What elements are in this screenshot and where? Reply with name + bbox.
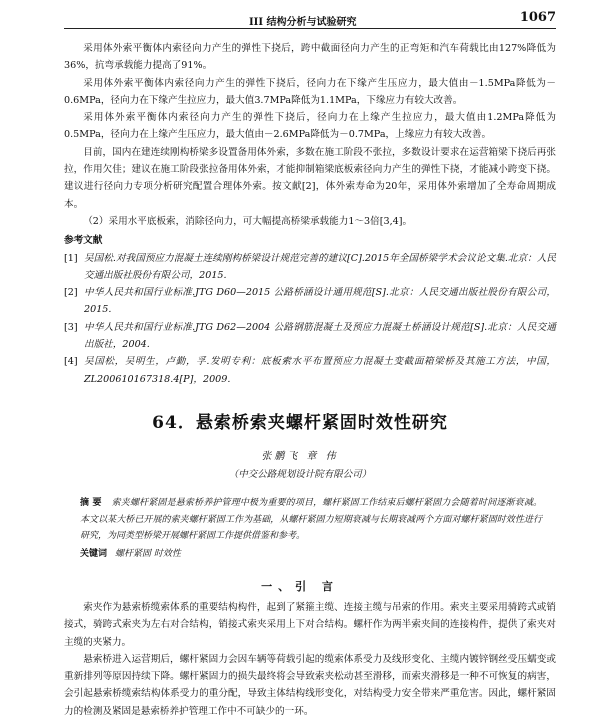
paragraph: 目前，国内在建连续刚构桥梁多设置备用体外索，多数在施工阶段不张拉，多数设计要求在运营箱梁下挠后再张拉，作用欠佳；建议在施工阶段张拉备用体外索，才能抑制箱梁底板索径向力产生的弹性下挠，才能减小跨变下挠。建议进行径向力专项分析研究配置合理体外索。按文献[2]，体外索寿命为20年，采用体外索增加了全寿命周期成本。	[64, 146, 556, 210]
reference-item	[64, 319, 556, 354]
running-header	[64, 6, 556, 29]
abstract-text: 索夹螺杆紧固是悬索桥养护管理中极为重要的项目，螺杆紧固工作结束后螺杆紧固力会随着时间逐渐衰减。本文以某大桥已开展的索夹螺杆紧固工作为基础，从螺杆紧固力短期衰减与长期衰减两个方面对螺杆紧固时效性进行研究，为同类型桥梁开展螺杆紧固工作提供借鉴和参考。	[80, 498, 542, 541]
keywords-text: 螺杆紧固 时效性	[115, 549, 181, 559]
reference-text: 中华人民共和国行业标准.JTG D62—2004 公路钢筋混凝土及预应力混凝土桥涵设计规范[S].北京：人民交通出版社，2004.	[84, 321, 556, 351]
paragraph: 采用体外索平衡体内索径向力产生的弹性下挠后，径向力在上缘产生拉应力，最大值由1.2MPa降低为0.5MPa，径向力在上缘产生压应力，最大值由－2.6MPa降低为－0.7MPa，上缘应力有较大改善。	[64, 112, 556, 141]
reference-number: [4]	[64, 356, 78, 368]
introduction-body	[64, 599, 556, 720]
references-heading: 参考文献	[64, 235, 103, 247]
reference-number: [3]	[64, 321, 78, 333]
reference-item	[64, 353, 556, 388]
article-affiliation: （中交公路规划设计院有限公司）	[228, 469, 372, 480]
paragraph: 采用体外索平衡体内索径向力产生的弹性下挠后，跨中截面径向力产生的正弯矩和汽车荷载比由127%降低为36%，抗弯承载能力提高了91%。	[64, 43, 556, 72]
section-heading: 一、引 言	[261, 580, 339, 593]
abstract-block	[80, 495, 542, 545]
article-authors: 张鹏飞 章 伟	[261, 451, 339, 462]
article-title: 64．悬索桥索夹螺杆紧固时效性研究	[152, 413, 448, 433]
previous-article-tail	[64, 40, 556, 388]
reference-item	[64, 250, 556, 285]
reference-text: 吴国松，吴明生，卢勤，孚.发明专利：底板索水平布置预应力混凝土变截面箱梁桥及其施工方法，中国，ZL200610167318.4[P]，2009.	[84, 356, 556, 385]
abstract-label: 摘 要	[80, 498, 102, 508]
reference-number: [1]	[64, 252, 78, 264]
keywords-label: 关键词	[80, 549, 108, 559]
reference-item	[64, 284, 556, 319]
reference-text: 中华人民共和国行业标准.JTG D60—2015 公路桥涵设计通用规范[S].北京：人民交通出版社股份有限公司，2015.	[84, 287, 556, 316]
reference-text: 吴国松.对我国预应力混凝土连续刚构桥梁设计规范完善的建议[C].2015年全国桥梁学术会议论文集.北京：人民交通出版社股份有限公司，2015.	[84, 252, 556, 281]
paragraph: 采用体外索平衡体内索径向力产生的弹性下挠后，径向力在下缘产生压应力，最大值由－1.5MPa降低为－0.6MPa，径向力在下缘产生拉应力，最大值3.7MPa降低为1.1MPa，下缘应力有较大改善。	[64, 77, 556, 106]
paragraph: （2）采用水平底板索，消除径向力，可大幅提高桥梁承载能力1～3倍[3,4]。	[83, 215, 413, 227]
paragraph: 索夹作为悬索桥缆索体系的重要结构构件，起到了紧箍主缆、连接主缆与吊索的作用。索夹主要采用骑跨式或销接式，骑跨式索夹为左右对合结构，销接式索夹采用上下对合结构。螺杆作为两半索夹间的连接构件，提供了索夹对主缆的夹紧力。	[64, 602, 556, 648]
keywords-block	[80, 546, 542, 559]
header-section: III 结构分析与试验研究	[249, 17, 357, 28]
page-number: 1067	[519, 10, 556, 25]
paragraph: 悬索桥进入运营期后，螺杆紧固力会因车辆等荷载引起的缆索体系受力及线形变化、主缆内镀锌钢丝受压蠕变或重新排列等原因持续下降。螺杆紧固力的损失最终将会导致索夹松动甚至滑移，而索夹滑移是一种不可恢复的病害，会引起悬索桥缆索结构体系受力的重分配，导致主体结构线形变化，对结构受力安全带来严重危害。因此，螺杆紧固力的检测及紧固是悬索桥养护管理工作中不可缺少的一环。	[64, 653, 556, 717]
reference-number: [2]	[64, 287, 78, 299]
